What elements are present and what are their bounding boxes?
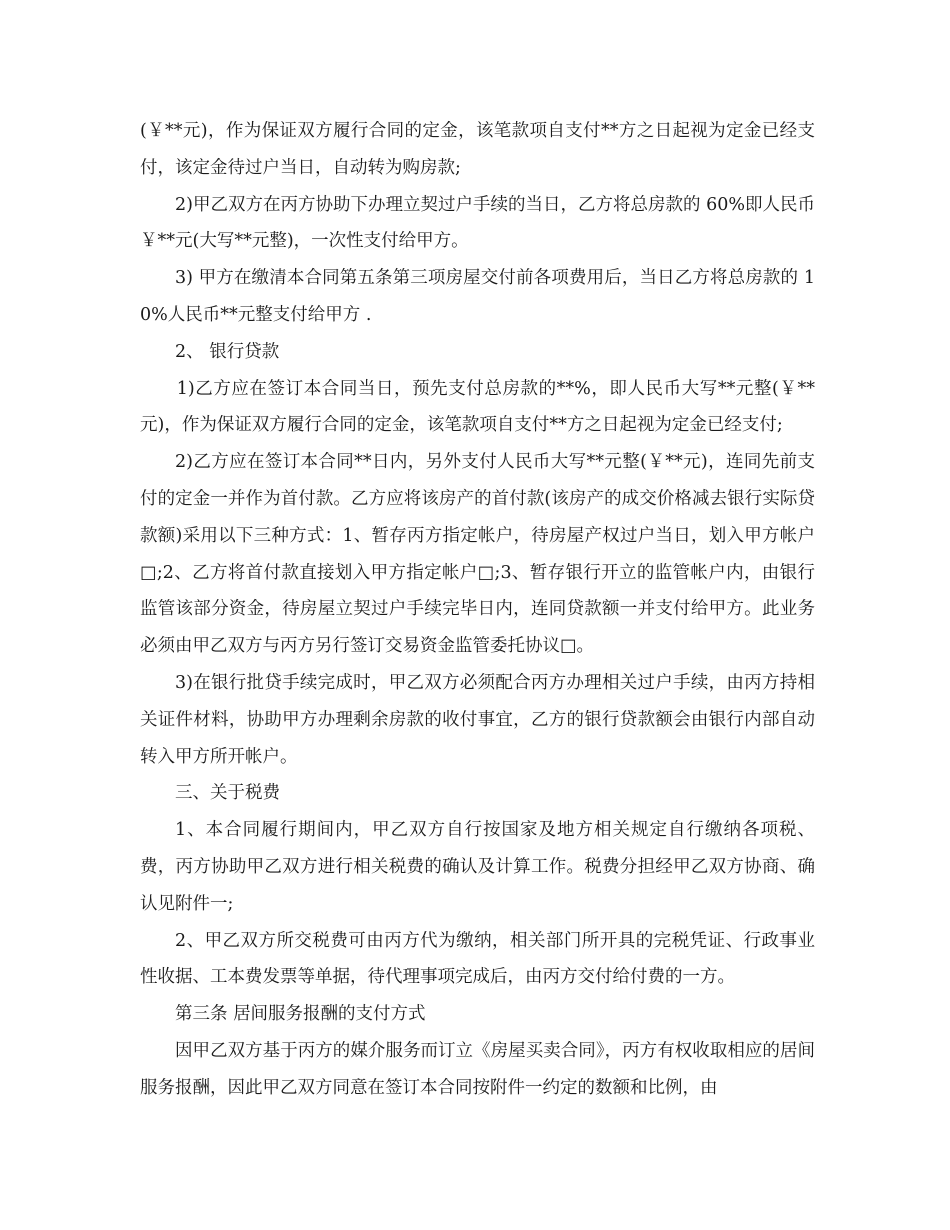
- paragraph-service-fee: 因甲乙双方基于丙方的媒介服务而订立《房屋买卖合同》，丙方有权收取相应的居间服务报酬，因此甲乙双方同意在签订本合同按附件一约定的数额和比例，由: [140, 1040, 815, 1098]
- article-heading-service-fee: 第三条 居间服务报酬的支付方式: [175, 1004, 426, 1025]
- paragraph-loan-approval: 3)在银行批贷手续完成时，甲乙双方必须配合丙方办理相关过户手续，由丙方持相关证件材料，协助甲方办理剩余房款的收付事宜，乙方的银行贷款额会由银行内部自动转入甲方所开帐户。: [140, 672, 815, 767]
- paragraph-transfer-payment: 2)甲乙双方在丙方协助下办理立契过户手续的当日，乙方将总房款的 60%即人民币￥**元(大写**元整)，一次性支付给甲方。: [140, 194, 815, 252]
- paragraph-down-payment: 2)乙方应在签订本合同**日内，另外支付人民币大写**元整(￥**元)，连同先前支付的定金一并作为首付款。乙方应将该房产的首付款(该房产的成交价格减去银行实际贷款额)采用以下三种方式：1、暂存丙方指定帐户，待房屋产权过户当日，划入甲方帐户□;2、乙方将首付款直接划入甲方指定帐户□;3、暂存银行开立的监管帐户内，由银行监管该部分资金，待房屋立契过户手续完毕日内，连同贷款额一并支付给甲方。此业务必须由甲乙双方与丙方另行签订交易资金监管委托协议□。: [140, 452, 815, 657]
- paragraph-deposit-continuation: (￥**元)，作为保证双方履行合同的定金，该笔款项自支付**方之日起视为定金已经支付，该定金待过户当日，自动转为购房款;: [140, 121, 815, 178]
- section-heading-taxes: 三、关于税费: [175, 783, 280, 804]
- section-heading-bank-loan: 2、 银行贷款: [175, 341, 280, 362]
- paragraph-tax-payment: 2、甲乙双方所交税费可由丙方代为缴纳，相关部门所开具的完税凭证、行政事业性收据、工本费发票等单据，待代理事项完成后，由丙方交付给付费的一方。: [140, 930, 815, 988]
- document-body: [140, 113, 815, 1107]
- paragraph-tax-obligations: 1、本合同履行期间内，甲乙双方自行按国家及地方相关规定自行缴纳各项税、费，丙方协助甲乙双方进行相关税费的确认及计算工作。税费分担经甲乙双方协商、确认见附件一;: [140, 820, 815, 914]
- paragraph-final-payment: 3) 甲方在缴清本合同第五条第三项房屋交付前各项费用后，当日乙方将总房款的 10%人民币**元整支付给甲方 .: [140, 268, 815, 325]
- paragraph-loan-deposit: 1)乙方应在签订本合同当日，预先支付总房款的**%，即人民币大写**元整(￥**元)，作为保证双方履行合同的定金，该笔款项自支付**方之日起视为定金已经支付;: [140, 378, 815, 436]
